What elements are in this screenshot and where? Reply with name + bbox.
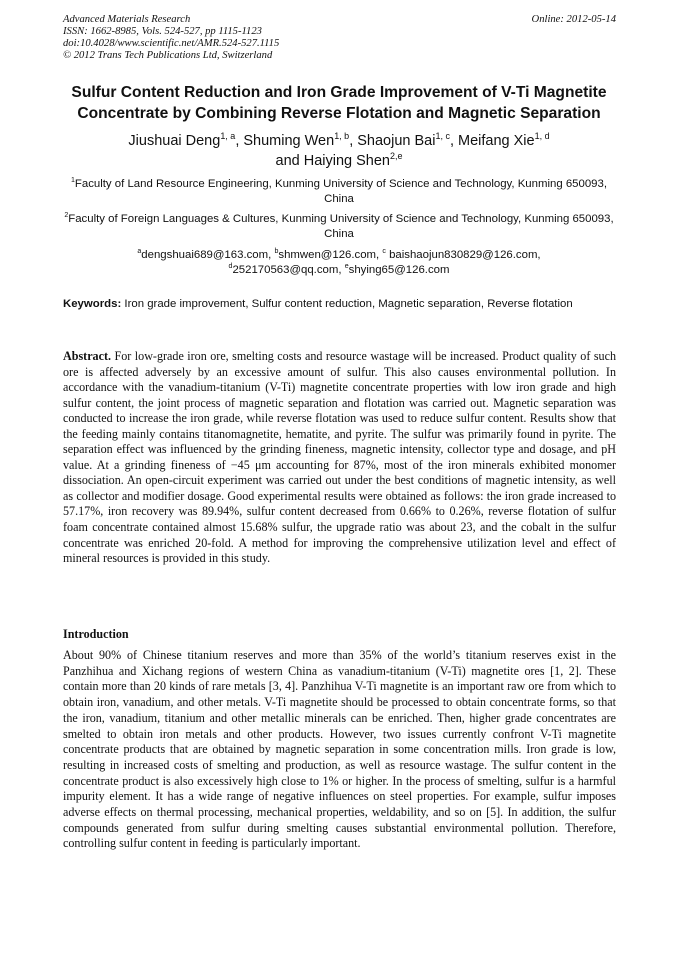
- introduction-heading: Introduction: [63, 627, 129, 641]
- author-affiliation-mark: 1, b: [334, 131, 350, 142]
- email-mark: c: [382, 248, 386, 256]
- paper-title: [40, 82, 638, 124]
- journal-name: Advanced Materials Research: [63, 14, 191, 25]
- email-link[interactable]: shying65@126.com: [348, 264, 450, 276]
- email-mark: e: [344, 263, 349, 271]
- keywords-label: Keywords:: [63, 298, 122, 310]
- email-link[interactable]: 252170563@qq.com,: [232, 264, 345, 276]
- issn-line: ISSN: 1662-8985, Vols. 524-527, pp 1115-1123: [63, 26, 262, 37]
- author-separator: ,: [449, 133, 458, 149]
- author-list: [40, 131, 638, 171]
- authors-line-1: [40, 131, 638, 151]
- author-separator: ,: [349, 133, 358, 149]
- author-name: Shuming Wen: [243, 133, 335, 149]
- author-name: Meifang Xie: [458, 133, 535, 149]
- abstract-text: For low-grade iron ore, smelting costs and resource wastage will be increased. Product quality of such ore is affected adversely by an excessive amount of sulfur. This also causes environmental pollution. In accordance with the vanadium-titanium (V-Ti) magnetite concentrate properties with low iron grade and high sulfur content, the joint process of magnetic separation and flotation was carried out. Magnetic separation was conducted to increase the iron grade, while reverse flotation was used to reduce sulfur content. Results show that the feeding mainly contains titanomagnetite, hematite, and pyrite. The sulfur was primarily found in pyrite. The separation effect was influenced by the grinding fineness, magnetic intensity, collector type and dosage, and pH value. At a grinding fineness of −45 μm accounting for 87%, most of the iron minerals exhibited monomer dissociation. An open-circuit experiment was carried out under the best conditions of magnetic intensity, as well as collector and modifier dosage. Good experimental results were obtained as follows: the iron grade increased to 57.17%, iron recovery was 89.94%, sulfur content decreased from 0.66% to 0.26%, reverse flotation of sulfur foam concentrate contained almost 15.68% sulfur, the upgrade ratio was about 23, and the cobalt in the sulfur concentrate was enriched 20-fold. A method for improving the comprehensive utilization level and effect of mineral resources is provided in this study.: [63, 349, 616, 566]
- author-affiliation-mark: 2,e: [389, 151, 403, 162]
- email-mark: a: [137, 248, 142, 256]
- title-line-1: Sulfur Content Reduction and Iron Grade Improvement of V-Ti Magnetite: [71, 84, 607, 101]
- affiliation-text: Faculty of Foreign Languages & Cultures, Kunming University of Science and Technology, Kunming 650093, China: [68, 213, 614, 240]
- online-date: Online: 2012-05-14: [531, 14, 616, 25]
- copyright-line: © 2012 Trans Tech Publications Ltd, Switzerland: [63, 50, 273, 61]
- authors-line-2: [40, 151, 638, 171]
- keywords-text: Iron grade improvement, Sulfur content reduction, Magnetic separation, Reverse flotation: [121, 298, 573, 310]
- journal-header: [63, 14, 616, 62]
- author-emails: [60, 248, 618, 278]
- abstract-label: Abstract.: [63, 349, 112, 363]
- email-mark: b: [274, 248, 279, 256]
- author-separator: ,: [235, 133, 244, 149]
- affiliation-text: Faculty of Land Resource Engineering, Kunming University of Science and Technology, Kunming 650093, China: [74, 178, 607, 205]
- author-name: Shaojun Bai: [357, 133, 436, 149]
- emails-line-2: [60, 263, 618, 278]
- author-affiliation-mark: 1, a: [220, 131, 236, 142]
- title-line-2: Concentrate by Combining Reverse Flotation and Magnetic Separation: [77, 105, 601, 122]
- email-link[interactable]: dengshuai689@163.com,: [141, 249, 275, 261]
- affiliation-mark: 1: [70, 177, 75, 185]
- author-affiliation-mark: 1, c: [435, 131, 450, 142]
- keywords-section: [63, 297, 616, 312]
- introduction-paragraph: About 90% of Chinese titanium reserves and more than 35% of the world’s titanium reserves exist in the Panzhihua and Xichang regions of western China as vanadium-titanium (V-Ti) magnetite ores [1, 2]. These contain more than 20 kinds of rare metals [3, 4]. Panzhihua V-Ti magnetite is an important raw ore from which to obtain iron, vanadium, and other metals. V-Ti magnetite should be processed to obtain concentrate forms, so that the iron, vanadium, titanium and other metallic minerals can be enriched. Then, higher grade concentrates are smelted to obtain iron metals and other products. However, two issues currently confront V-Ti magnetite concentrate products that are obtained by magnetic separation in some concentration mills. Iron grade is low, resulting in increased costs of smelting and production, as well as resource wastage. The sulfur content in the concentrate product is also excessively high close to 1% or higher. In the process of smelting, sulfur is a harmful impurity element. It has a wide range of negative influences on steel properties. For example, sulfur imposes adverse effects on thermal processing, mechanical properties, weldability, and so on [5]. In addition, the sulfur compounds generated from sulfur during smelting causes substantial environmental pollution. Therefore, controlling sulfur content in feeding is particularly important.: [63, 648, 616, 851]
- author-name: and Haiying Shen: [275, 153, 390, 169]
- email-mark: d: [228, 263, 233, 271]
- affiliation-mark: 2: [64, 212, 69, 220]
- emails-line-1: [60, 248, 618, 263]
- affiliation-1: [60, 177, 618, 207]
- email-link[interactable]: shmwen@126.com,: [278, 249, 383, 261]
- affiliation-2: [60, 212, 618, 242]
- doi-line: doi:10.4028/www.scientific.net/AMR.524-527.1115: [63, 38, 280, 49]
- author-name: Jiushuai Deng: [128, 133, 221, 149]
- email-link[interactable]: baishaojun830829@126.com,: [385, 249, 541, 261]
- author-affiliation-mark: 1, d: [534, 131, 550, 142]
- abstract-section: [63, 349, 616, 567]
